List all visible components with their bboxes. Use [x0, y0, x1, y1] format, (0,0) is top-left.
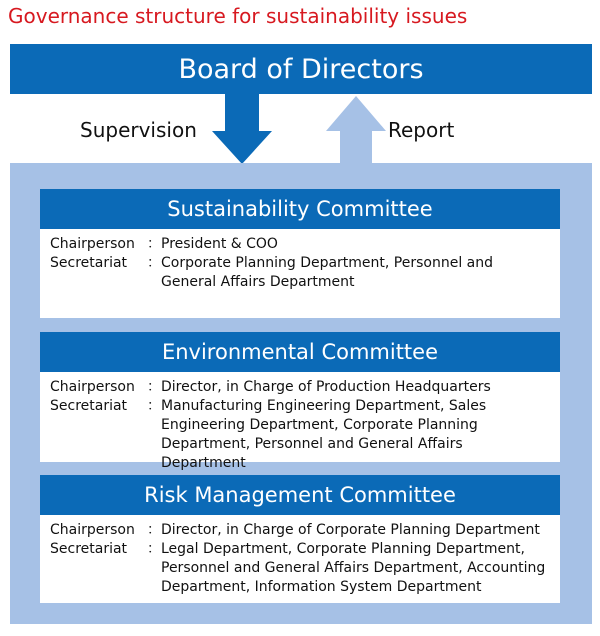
- board-label: Board of Directors: [178, 53, 424, 85]
- supervision-label: Supervision: [80, 118, 197, 142]
- committee-risk-management: [40, 475, 560, 603]
- secretariat-value: Legal Department, Corporate Planning Department, Personnel and General Affairs Department, Accounting Department, Information System Department: [161, 541, 546, 595]
- separator: ：: [147, 255, 161, 271]
- separator: ：: [147, 379, 161, 395]
- chairperson-row: [50, 235, 550, 254]
- committee-body: [40, 515, 560, 597]
- secretariat-value: Corporate Planning Department, Personnel and General Affairs Department: [161, 255, 494, 290]
- committee-name: Environmental Committee: [161, 340, 439, 364]
- secretariat-row: [50, 540, 550, 597]
- separator: ：: [147, 236, 161, 252]
- separator: ：: [147, 522, 161, 538]
- chairperson-row: [50, 378, 550, 397]
- diagram-title: Governance structure for sustainability issues: [8, 4, 468, 28]
- secretariat-row: [50, 397, 550, 473]
- secretariat-row: [50, 254, 550, 292]
- committee-body: [40, 229, 560, 292]
- separator: ：: [147, 541, 161, 557]
- chairperson-label: Chairperson: [50, 236, 135, 252]
- secretariat-value: Manufacturing Engineering Department, Sales Engineering Department, Corporate Planning Department, Personnel and General Affairs Department: [161, 398, 487, 471]
- committee-name: Sustainability Committee: [167, 197, 433, 221]
- secretariat-label: Secretariat: [50, 541, 128, 557]
- committee-header: [40, 332, 560, 372]
- report-label: Report: [388, 118, 455, 142]
- committee-header: [40, 189, 560, 229]
- committee-sustainability: [40, 189, 560, 318]
- separator: ：: [147, 398, 161, 414]
- chairperson-value: Director, in Charge of Production Headquarters: [161, 379, 491, 395]
- committee-body: [40, 372, 560, 473]
- chairperson-value: Director, in Charge of Corporate Planning Department: [161, 522, 540, 538]
- secretariat-label: Secretariat: [50, 398, 128, 414]
- chairperson-row: [50, 521, 550, 540]
- committee-header: [40, 475, 560, 515]
- committee-environmental: [40, 332, 560, 471]
- arrows-layer: [0, 0, 600, 170]
- chairperson-label: Chairperson: [50, 379, 135, 395]
- chairperson-value: President & COO: [161, 236, 278, 252]
- supervision-arrow: [212, 94, 272, 164]
- chairperson-label: Chairperson: [50, 522, 135, 538]
- secretariat-label: Secretariat: [50, 255, 128, 271]
- committee-name: Risk Management Committee: [144, 483, 456, 507]
- report-arrow: [326, 96, 386, 164]
